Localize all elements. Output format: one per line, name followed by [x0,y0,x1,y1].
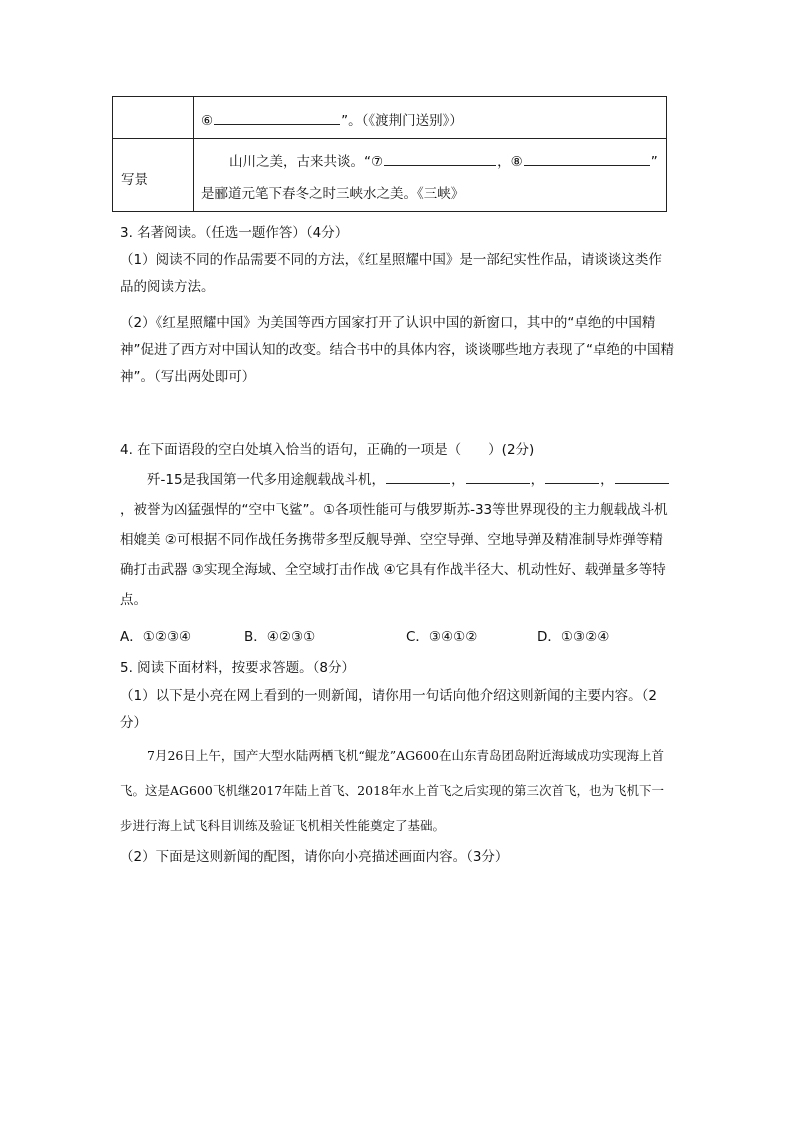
row2-line2: 是郦道元笔下春冬之时三峡水之美。《三峡》 [201,186,465,202]
q3-item2: （2）《红星照耀中国》为美国等西方国家打开了认识中国的新窗口，其中的“卓绝的中国精神”促进了西方对中国认知的改变。结合书中的具体内容，谈谈哪些地方表现了“卓绝的中国精神”。（写出两处即可） [120,315,674,385]
poem-fill-table [112,96,667,212]
answer-blank-6[interactable] [214,110,340,125]
q4-passage-sep: ， [451,472,465,488]
row2-label: 写景 [121,172,148,188]
news-passage: 7月26日上午，国产大型水陆两栖飞机“鲲龙”AG600在山东青岛团岛附近海域成功实现海上首飞。这是AG600飞机继2017年陆上首飞、2018年水上首飞之后实现的第三次首飞，也为飞机下一步进行海上试飞科目训练及验证飞机相关性能奠定了基础。 [120,748,665,833]
table-row-divider [113,138,666,139]
answer-blank-8[interactable] [524,151,650,166]
row2-line1 [229,150,658,170]
q4-passage-head: 歼-15是我国第一代多用途舰载战斗机， [147,472,386,488]
q4-option-c[interactable]: C．③④①② [406,629,478,645]
q4-passage-mid: ， [600,472,614,488]
q4-blank-2[interactable] [466,469,530,484]
q3-title: 3. 名著阅读。（任选一题作答）（4分） [120,225,349,241]
q4-passage [120,465,675,615]
row2-separator: ，⑧ [497,154,523,170]
q4-option-d[interactable]: D．①③②④ [537,629,610,645]
q5-item2: （2）下面是这则新闻的配图，请你向小亮描述画面内容。（3分） [120,849,509,865]
q5-item1: （1）以下是小亮在网上看到的一则新闻，请你用一句话向他介绍这则新闻的主要内容。（2分） [120,688,657,731]
blank-number-6: ⑥ [201,113,214,129]
q4-title: 4. 在下面语段的空白处填入恰当的语句，正确的一项是（ ）(2分) [120,442,535,458]
row2-line1-head: 山川之美，古来共谈。“⑦ [229,154,384,170]
q4-passage-sep2: ， [530,472,545,488]
q4-blank-3[interactable] [545,469,599,484]
q4-blank-4[interactable] [615,469,669,484]
table-column-divider [193,97,194,211]
q4-option-a[interactable]: A．①②③④ [120,629,192,645]
row1-source: ”。（《渡荆门送别》） [341,113,463,129]
q5-title: 5. 阅读下面材料，按要求答题。（8分） [120,660,356,676]
q3-item1: （1）阅读不同的作品需要不同的方法，《红星照耀中国》是一部纪实性作品，请谈谈这类作品的阅读方法。 [120,252,662,295]
row1-content [201,109,463,129]
q4-option-b[interactable]: B．④②③① [244,629,316,645]
q4-passage-tail: ，被誉为凶猛强悍的“空中飞鲨”。①各项性能可与俄罗斯苏-33等世界现役的主力舰载战斗机相媲美 ②可根据不同作战任务携带多型反舰导弹、空空导弹、空地导弹及精准制导炸弹等精确打击武器 ③实现全海域、全空域打击作战 ④它具有作战半径大、机动性好、载弹量多等特点。 [120,502,668,608]
q4-blank-1[interactable] [386,469,450,484]
row2-line1-tail: ” [650,154,658,170]
answer-blank-7[interactable] [384,151,496,166]
